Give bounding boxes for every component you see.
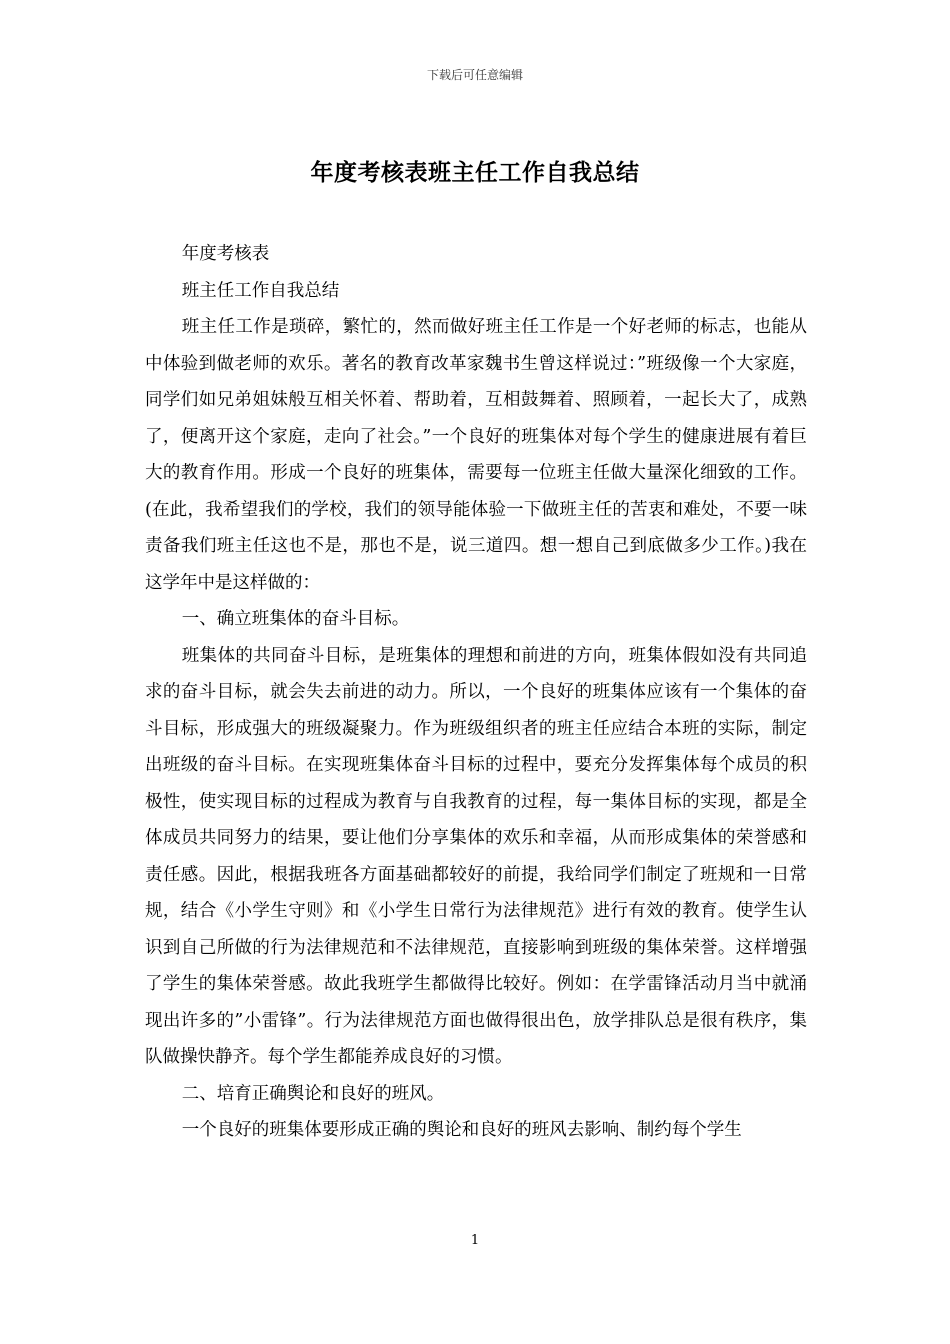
page-number: 1 (470, 1233, 480, 1248)
paragraph-heading-2: 班主任工作自我总结 (181, 280, 340, 301)
paragraph-section-1: 班集体的共同奋斗目标，是班集体的理想和前进的方向，班集体假如没有共同追求的奋斗目标，就会失去前进的动力。所以，一个良好的班集体应该有一个集体的奋斗目标，形成强大的班级凝聚力。作为班级组织者的班主任应结合本班的实际，制定出班级的奋斗目标。在实现班集体奋斗目标的过程中，要充分发挥集体每个成员的积极性，使实现目标的过程成为教育与自我教育的过程，每一集体目标的实现，都是全体成员共同努力的结果，要让他们分享集体的欢乐和幸福，从而形成集体的荣誉感和责任感。因此，根据我班各方面基础都较好的前提，我给同学们制定了班规和一日常规，结合《小学生守则》和《小学生日常行为法律规范》进行有效的教育。使学生认识到自己所做的行为法律规范和不法律规范，直接影响到班级的集体荣誉。这样增强了学生的集体荣誉感。故此我班学生都做得比较好。例如：在学雷锋活动月当中就涌现出许多的”小雷锋”。行为法律规范方面也做得很出色，放学排队总是很有秩序，集队做操快静齐。每个学生都能养成良好的习惯。 (145, 645, 807, 1067)
paragraph-heading-1: 年度考核表 (181, 244, 270, 264)
document-title: 年度考核表班主任工作自我总结 (310, 159, 640, 186)
page-header-note: 下载后可任意编辑 (426, 68, 523, 82)
paragraph-intro: 班主任工作是琐碎，繁忙的，然而做好班主任工作是一个好老师的标志，也能从中体验到做老师的欢乐。著名的教育改革家魏书生曾这样说过：”班级像一个大家庭，同学们如兄弟姐妹般互相关怀着、帮助着，互相鼓舞着、照顾着，一起长大了，成熟了，便离开这个家庭，走向了社会。”一个良好的班集体对每个学生的健康进展有着巨大的教育作用。形成一个良好的班集体，需要每一位班主任做大量深化细致的工作。(在此，我希望我们的学校，我们的领导能体验一下做班主任的苦衷和难处，不要一味责备我们班主任这也不是，那也不是，说三道四。想一想自己到底做多少工作。)我在这学年中是这样做的： (145, 317, 807, 593)
section-heading-2: 二、培育正确舆论和良好的班风。 (181, 1083, 445, 1104)
document-body (145, 236, 807, 1149)
paragraph-section-2: 一个良好的班集体要形成正确的舆论和良好的班风去影响、制约每个学生 (181, 1120, 742, 1140)
section-heading-1: 一、确立班集体的奋斗目标。 (181, 609, 410, 629)
